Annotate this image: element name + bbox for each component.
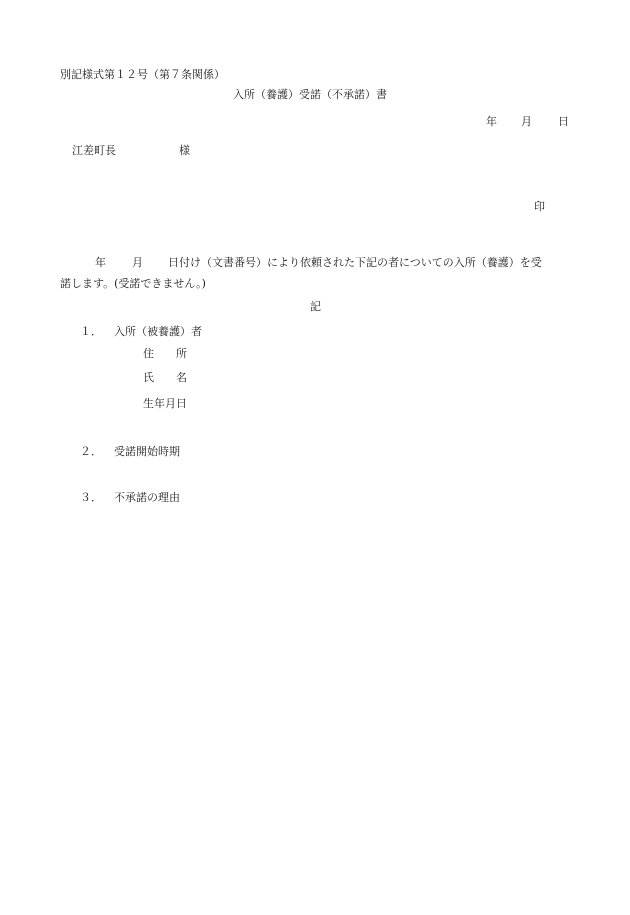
body-line-2: 諾します。(受諾できません。) bbox=[60, 277, 206, 290]
item-1-label: 入所（被養護）者 bbox=[114, 325, 202, 338]
date-day-label: 日 bbox=[558, 115, 569, 128]
form-label: 別記様式第１２号（第７条関係） bbox=[60, 68, 225, 81]
date-month-label: 月 bbox=[521, 115, 532, 128]
item-3-label: 不承諾の理由 bbox=[114, 491, 180, 504]
item-2-label: 受諾開始時期 bbox=[114, 445, 180, 458]
item-3-number: ３． bbox=[80, 491, 102, 504]
body-line-1: 日付け（文書番号）により依頼された下記の者についての入所（養護）を受 bbox=[168, 256, 542, 269]
item-1-address-field: 住 所 bbox=[143, 347, 187, 360]
body-month-label: 月 bbox=[132, 256, 143, 269]
note-heading: 記 bbox=[310, 300, 321, 313]
item-1-name-field: 氏 名 bbox=[143, 371, 187, 384]
item-1-number: １． bbox=[80, 325, 102, 338]
body-year-label: 年 bbox=[95, 256, 106, 269]
date-year-label: 年 bbox=[486, 115, 497, 128]
document-title: 入所（養護）受諾（不承諾）書 bbox=[233, 88, 387, 101]
addressee-name: 江差町長 bbox=[72, 144, 116, 157]
seal-mark: 印 bbox=[534, 200, 545, 213]
item-1-birthdate-field: 生年月日 bbox=[143, 397, 187, 410]
addressee-honorific: 様 bbox=[179, 144, 190, 157]
item-2-number: ２． bbox=[80, 445, 102, 458]
